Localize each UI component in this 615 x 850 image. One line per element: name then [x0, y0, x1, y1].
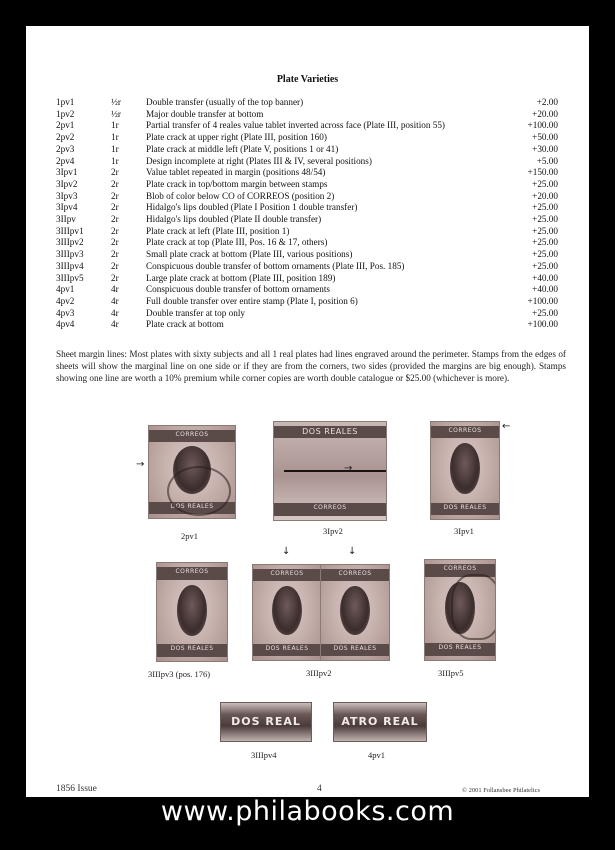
stamp-image-3IIIpv2-left	[252, 564, 322, 661]
stamp-banner-top: CORREOS	[321, 569, 389, 581]
variety-code: 3IIIpv2	[56, 237, 84, 248]
variety-price: +100.00	[527, 319, 558, 330]
variety-row	[56, 214, 558, 226]
watermark-url: www.philabooks.com	[160, 796, 455, 827]
caption-3Ipv1: 3Ipv1	[454, 526, 474, 536]
variety-code: 1pv2	[56, 108, 75, 119]
variety-denomination: 2r	[111, 249, 119, 260]
variety-price: +20.00	[532, 108, 558, 119]
variety-description: Conspicuous double transfer of bottom ornaments (Plate III, Pos. 185)	[146, 260, 405, 271]
variety-price: +40.00	[532, 284, 558, 295]
variety-code: 3IIIpv1	[56, 225, 84, 236]
postmark-cancel	[451, 574, 496, 640]
document-page	[26, 26, 589, 797]
variety-description: Conspicuous double transfer of bottom ornaments	[146, 284, 330, 295]
variety-description: Plate crack at left (Plate III, position 1)	[146, 225, 290, 236]
variety-row	[56, 273, 558, 285]
variety-row	[56, 202, 558, 214]
caption-3IIIpv5: 3IIIpv5	[438, 668, 464, 678]
variety-description: Major double transfer at bottom	[146, 108, 264, 119]
variety-price: +50.00	[532, 132, 558, 143]
stamp-banner-bottom: CORREOS	[274, 503, 386, 516]
stamp-banner-top: CORREOS	[253, 569, 321, 581]
variety-code: 2pv4	[56, 155, 75, 166]
stamp-portrait	[450, 443, 480, 493]
variety-code: 1pv1	[56, 97, 75, 107]
variety-denomination: 2r	[111, 190, 119, 201]
variety-price: +150.00	[527, 167, 558, 178]
stamp-banner-top: CORREOS	[149, 430, 235, 442]
variety-row	[56, 226, 558, 238]
variety-price: +25.00	[532, 202, 558, 213]
arrow-left-icon: ←	[502, 421, 511, 432]
stamp-image-3IIIpv2-right	[320, 564, 390, 661]
variety-code: 3IIIpv5	[56, 272, 84, 283]
variety-description: Partial transfer of 4 reales value tablet inverted across face (Plate III, position 55)	[146, 120, 445, 131]
stamp-portrait	[272, 586, 302, 635]
variety-description: Plate crack in top/bottom margin between stamps	[146, 178, 328, 189]
variety-price: +100.00	[527, 120, 558, 131]
stamp-banner-bottom: DOS REALES	[425, 643, 495, 656]
variety-description: Double transfer (usually of the top banner)	[146, 97, 304, 107]
stamp-banner-bottom: DOS REALES	[149, 502, 235, 514]
variety-code: 3Ipv1	[56, 167, 78, 178]
stamp-banner-top: DOS REALES	[274, 426, 386, 438]
variety-denomination: ½r	[111, 97, 121, 107]
strip-text: ATRO REAL	[341, 715, 419, 728]
variety-denomination: 1r	[111, 155, 119, 166]
variety-row	[56, 144, 558, 156]
stamp-banner-bottom: DOS REALES	[431, 503, 499, 516]
variety-code: 4pv2	[56, 295, 75, 306]
stamp-image-3IIIpv3	[156, 562, 228, 662]
variety-denomination: 1r	[111, 120, 119, 131]
variety-denomination: ½r	[111, 108, 121, 119]
variety-price: +20.00	[532, 190, 558, 201]
arrow-down-icon: ↓	[348, 546, 357, 557]
footer-copyright: © 2001 Follansbee Philatelics	[462, 787, 541, 794]
variety-denomination: 1r	[111, 143, 119, 154]
variety-denomination: 2r	[111, 214, 119, 225]
variety-price: +100.00	[527, 295, 558, 306]
variety-description: Plate crack at bottom	[146, 319, 224, 330]
stamp-banner-bottom: DOS REALES	[157, 644, 227, 657]
variety-row	[56, 249, 558, 261]
stamp-portrait	[177, 585, 208, 636]
stamp-banner-top: CORREOS	[425, 564, 495, 577]
variety-row	[56, 109, 558, 121]
variety-code: 4pv3	[56, 307, 75, 318]
variety-denomination: 2r	[111, 202, 119, 213]
caption-3IIIpv3: 3IIIpv3 (pos. 176)	[148, 669, 211, 679]
variety-description: Small plate crack at bottom (Plate III, various positions)	[146, 249, 353, 260]
variety-price: +5.00	[536, 155, 558, 166]
caption-4pv1: 4pv1	[368, 750, 385, 760]
variety-description: Plate crack at middle left (Plate V, positions 1 or 41)	[146, 143, 339, 154]
stamp-strip-3IIIpv4	[220, 702, 312, 742]
variety-denomination: 2r	[111, 272, 119, 283]
variety-code: 2pv2	[56, 132, 75, 143]
variety-code: 3IIIpv4	[56, 260, 84, 271]
variety-row	[56, 132, 558, 144]
variety-price: +25.00	[532, 249, 558, 260]
variety-denomination: 2r	[111, 167, 119, 178]
page-title: Plate Varieties	[276, 74, 339, 85]
stamp-banner-top: CORREOS	[157, 567, 227, 580]
variety-row	[56, 308, 558, 320]
variety-description: Hidalgo's lips doubled (Plate II double transfer)	[146, 214, 322, 225]
variety-denomination: 1r	[111, 132, 119, 143]
stamp-strip-4pv1	[333, 702, 427, 742]
variety-row	[56, 261, 558, 273]
variety-description: Double transfer at top only	[146, 307, 245, 318]
stamp-banner-bottom: DOS REALES	[253, 644, 321, 656]
variety-denomination: 2r	[111, 237, 119, 248]
variety-description: Large plate crack at bottom (Plate III, position 189)	[146, 272, 336, 283]
variety-code: 2pv3	[56, 143, 75, 154]
variety-row	[56, 167, 558, 179]
variety-denomination: 2r	[111, 260, 119, 271]
strip-text: DOS REAL	[231, 715, 301, 728]
stamp-banner-top: CORREOS	[431, 426, 499, 439]
variety-price: +25.00	[532, 225, 558, 236]
variety-code: 4pv4	[56, 319, 75, 330]
stamp-image-3Ipv2	[273, 421, 387, 521]
stamp-banner-bottom: DOS REALES	[321, 644, 389, 656]
caption-3IIIpv2: 3IIIpv2	[306, 668, 332, 678]
variety-code: 3Ipv2	[56, 178, 78, 189]
caption-2pv1: 2pv1	[181, 531, 198, 541]
postmark-cancel	[167, 466, 231, 516]
variety-code: 3IIpv	[56, 214, 76, 225]
variety-denomination: 2r	[111, 225, 119, 236]
variety-description: Blob of color below CO of CORREOS (position 2)	[146, 190, 335, 201]
variety-description: Design incomplete at right (Plates III & IV, several positions)	[146, 155, 372, 166]
stamp-portrait	[340, 586, 370, 635]
variety-code: 3Ipv3	[56, 190, 78, 201]
margin-lines-note: Sheet margin lines: Most plates with sixty subjects and all 1 real plates had lines engraved around the perimeter. Stamps from the edges of sheets will show the marginal line on one side or if they are from the corners, two sides (provided the margins are big enough). Stamps showing one line are worth a 10% premium while corner copies are worth double catalogue or $25.00 (whichever is more).	[56, 349, 566, 384]
caption-3Ipv2: 3Ipv2	[323, 526, 343, 536]
variety-row	[56, 97, 558, 109]
variety-row	[56, 237, 558, 249]
variety-code: 3Ipv4	[56, 202, 78, 213]
variety-description: Plate crack at top (Plate III, Pos. 16 & 17, others)	[146, 237, 328, 248]
arrow-down-icon: ↓	[282, 546, 291, 557]
variety-code: 3IIIpv3	[56, 249, 84, 260]
stamp-image-2pv1	[148, 425, 236, 519]
variety-price: +25.00	[532, 307, 558, 318]
plate-crack-line	[284, 470, 386, 472]
variety-description: Full double transfer over entire stamp (Plate I, position 6)	[146, 295, 358, 306]
variety-code: 4pv1	[56, 284, 75, 295]
variety-row	[56, 284, 558, 296]
arrow-right-icon: →	[136, 459, 145, 470]
variety-row	[56, 191, 558, 203]
variety-description: Plate crack at upper right (Plate III, position 160)	[146, 132, 327, 143]
stamp-image-3IIIpv5	[424, 559, 496, 661]
footer-issue: 1856 Issue	[56, 784, 97, 794]
caption-3IIIpv4: 3IIIpv4	[251, 750, 277, 760]
variety-price: +25.00	[532, 178, 558, 189]
variety-code: 2pv1	[56, 120, 75, 131]
footer-page-number: 4	[317, 784, 322, 794]
variety-denomination: 4r	[111, 319, 119, 330]
variety-denomination: 4r	[111, 307, 119, 318]
variety-price: +30.00	[532, 143, 558, 154]
stamp-image-3Ipv1	[430, 421, 500, 520]
variety-price: +25.00	[532, 237, 558, 248]
variety-row	[56, 319, 558, 331]
arrow-right-icon: →	[344, 463, 353, 474]
variety-price: +25.00	[532, 260, 558, 271]
variety-row	[56, 296, 558, 308]
variety-row	[56, 156, 558, 168]
variety-price: +2.00	[536, 97, 558, 107]
variety-price: +25.00	[532, 214, 558, 225]
variety-price: +40.00	[532, 272, 558, 283]
variety-denomination: 4r	[111, 284, 119, 295]
variety-description: Hidalgo's lips doubled (Plate I Position 1 double transfer)	[146, 202, 358, 213]
variety-row	[56, 179, 558, 191]
variety-row	[56, 120, 558, 132]
variety-description: Value tablet repeated in margin (positions 48/54)	[146, 167, 326, 178]
plate-varieties-table	[56, 97, 558, 331]
variety-denomination: 2r	[111, 178, 119, 189]
variety-denomination: 4r	[111, 295, 119, 306]
